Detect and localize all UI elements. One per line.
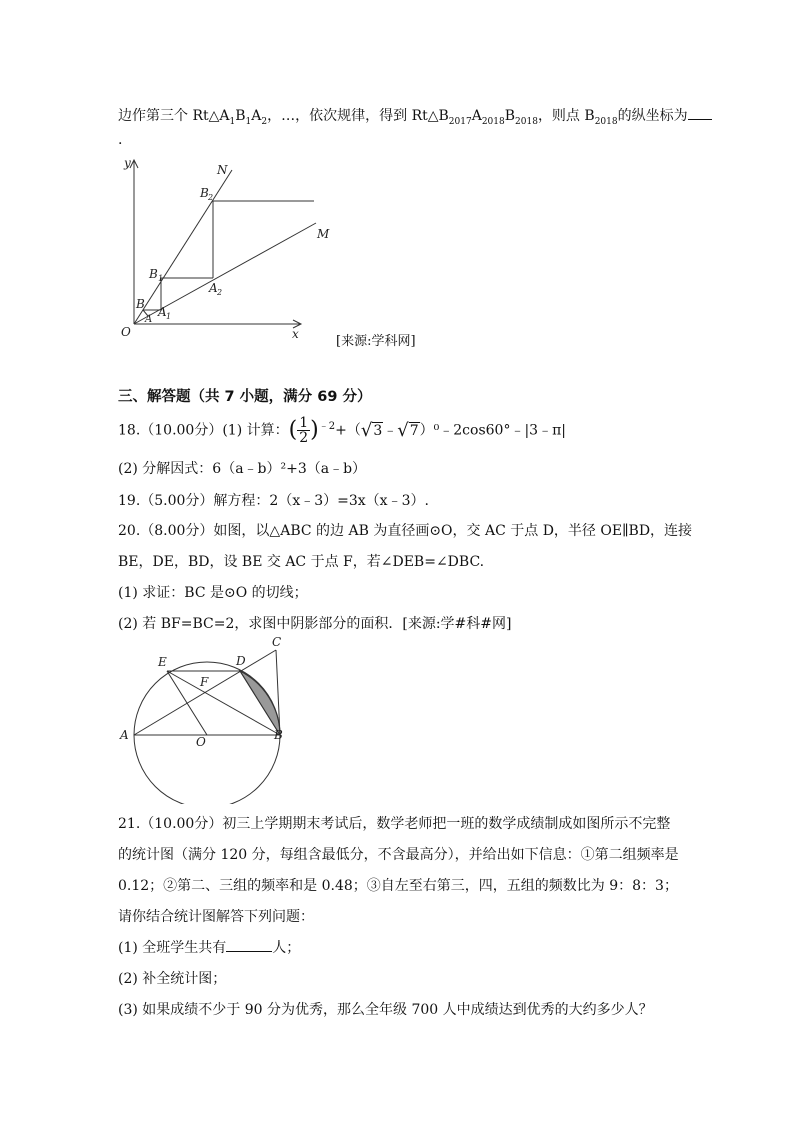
label-A: A (145, 314, 153, 325)
q20-line3: (1) 求证：BC 是⊙O 的切线； (118, 585, 308, 601)
answer-blank (688, 107, 712, 120)
label-M: M (317, 227, 330, 241)
q21-line3: 0.12；②第二、三组的频率和是 0.48；③自左至右第三，四，五组的频数比为 9：8：3； (118, 878, 678, 894)
q21-line5: (1) 全班学生共有 人； (118, 940, 301, 956)
label-A2: A (209, 281, 218, 295)
q17-text: 边作第三个 $Rt\triangle A_1B_1A_2$，…，依次规律，得到 $Rt\triangle B_{2017}A_{2018}B_{2018}$，则点 $B_{2018}$的纵坐标为 (118, 105, 712, 127)
q17-period: . (118, 132, 123, 148)
sqrt-7: √7 (397, 419, 419, 441)
q21-line2: 的统计图（满分 120 分，每组含最低分，不含最高分），并给出如下信息：①第二组频率是 (118, 847, 679, 863)
label-O: O (196, 735, 206, 749)
q21-line4: 请你结合统计图解答下列问题： (118, 909, 314, 925)
label-N: N (217, 163, 228, 177)
answer-blank (226, 939, 272, 952)
label-A1: A (158, 305, 167, 319)
svg-text:2: 2 (217, 288, 223, 297)
svg-text:1: 1 (166, 312, 172, 321)
x-axis-label: x (292, 327, 299, 341)
q21-line1: 21.（10.00分）初三上学期期末考试后，数学老师把一班的数学成绩制成如图所示不完整 (118, 816, 671, 832)
svg-text:2: 2 (208, 193, 214, 202)
label-D: D (236, 654, 246, 668)
origin-label: O (121, 325, 131, 339)
q21-line7: (3) 如果成绩不少于 90 分为优秀，那么全年级 700 人中成绩达到优秀的大约多少人？ (118, 1002, 653, 1018)
label-B: B (274, 728, 283, 742)
q19: 19.（5.00分）解方程：2（x﹣3）=3x（x﹣3）. (118, 493, 429, 509)
sqrt-3: √3 (360, 419, 383, 441)
label-C: C (272, 635, 282, 649)
section-heading: 三、解答题（共 7 小题，满分 69 分） (118, 389, 372, 405)
y-axis-label: y (124, 156, 131, 170)
q17-figure (116, 150, 346, 350)
label-B: B (136, 297, 145, 311)
svg-text:1: 1 (158, 274, 164, 283)
label-B2: B (200, 186, 209, 200)
q21-line6: (2) 补全统计图； (118, 971, 227, 987)
label-B1: B (149, 267, 158, 281)
fraction-half: $\frac{1}{2}$ (299, 415, 309, 447)
q20-line4: (2) 若 BF=BC=2，求图中阴影部分的面积．[来源:学#科#网] (118, 616, 512, 632)
q18-part1: 18.（10.00分）(1) 计算：( $\frac{1}{2}$ )$^{﹣2}$+（√3﹣√7）⁰﹣2cos60°﹣|3﹣π| (118, 415, 566, 447)
label-F: F (200, 675, 209, 689)
q18-part2: (2) 分解因式：6（a﹣b）²+3（a﹣b） (118, 461, 367, 477)
label-A: A (120, 728, 129, 742)
q20-line2: BE，DE，BD，设 BE 交 AC 于点 F，若∠DEB=∠DBC. (118, 554, 485, 570)
label-E: E (158, 655, 167, 669)
q20-line1: 20.（8.00分）如图，以△ABC 的边 AB 为直径画⊙O，交 AC 于点 D，半径 OE∥BD，连接 (118, 523, 693, 539)
q17-source: [来源:学科网] (336, 334, 416, 349)
q20-figure (114, 634, 294, 804)
